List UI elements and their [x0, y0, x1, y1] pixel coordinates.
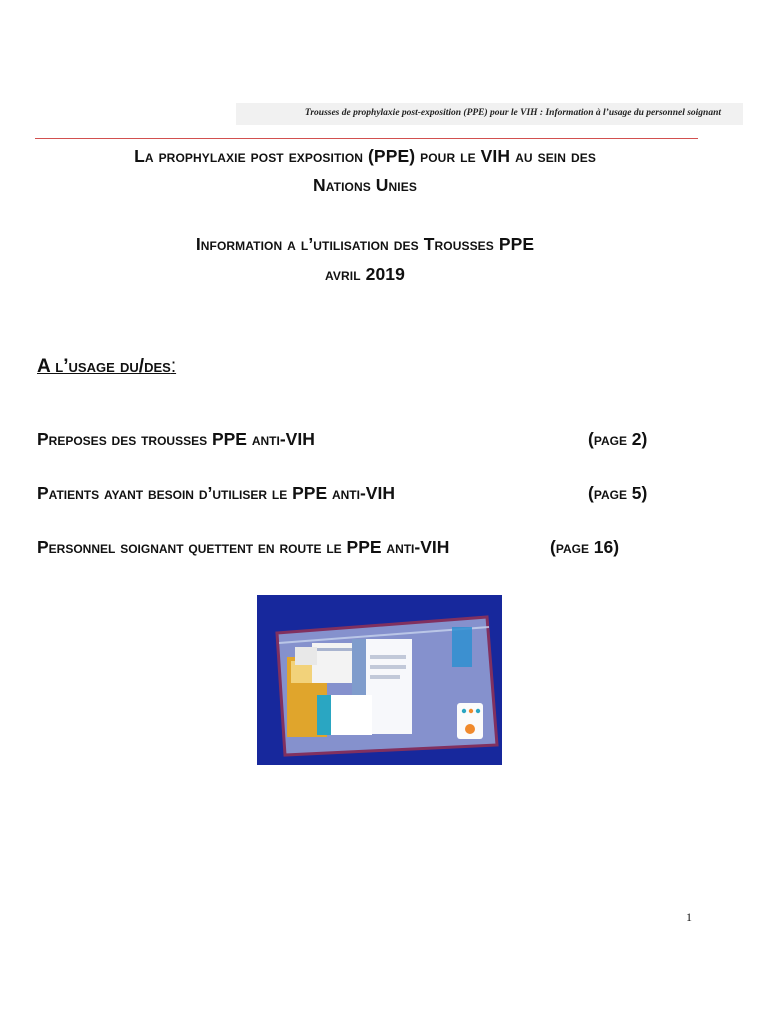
audience-entry-label: Patients ayant besoin d’utiliser le PPE anti-VIH — [37, 483, 395, 503]
audience-entry-label: Personnel soignant quettent en route le PPE anti-VIH — [37, 537, 450, 557]
document-title-line-1: La prophylaxie post exposition (PPE) pour le VIH au sein des — [134, 146, 596, 166]
document-subtitle: Information a l’utilisation des Trousses PPE — [195, 234, 535, 254]
header-rule — [35, 138, 698, 139]
audience-heading-text: A l’usage du/des — [37, 356, 171, 377]
document-title-line-2: Nations Unies — [313, 175, 417, 195]
pep-kit-photo — [257, 595, 502, 765]
audience-heading — [37, 356, 176, 378]
audience-entry — [37, 429, 677, 453]
audience-entry-page: (page 2) — [588, 429, 648, 449]
pep-kit-illustration — [257, 595, 502, 765]
audience-entry — [37, 537, 677, 561]
running-header: Trousses de prophylaxie post-exposition (PPE) pour le VIH : Information à l’usage du personnel soignant — [304, 108, 721, 118]
document-date: avril 2019 — [325, 264, 405, 284]
audience-entry-label: Preposes des trousses PPE anti-VIH — [37, 429, 315, 449]
audience-entry-page: (page 5) — [588, 483, 648, 503]
audience-heading-colon: : — [170, 356, 177, 377]
audience-entry-page: (page 16) — [550, 537, 620, 557]
audience-entry — [37, 483, 677, 507]
page-number: 1 — [686, 910, 692, 924]
